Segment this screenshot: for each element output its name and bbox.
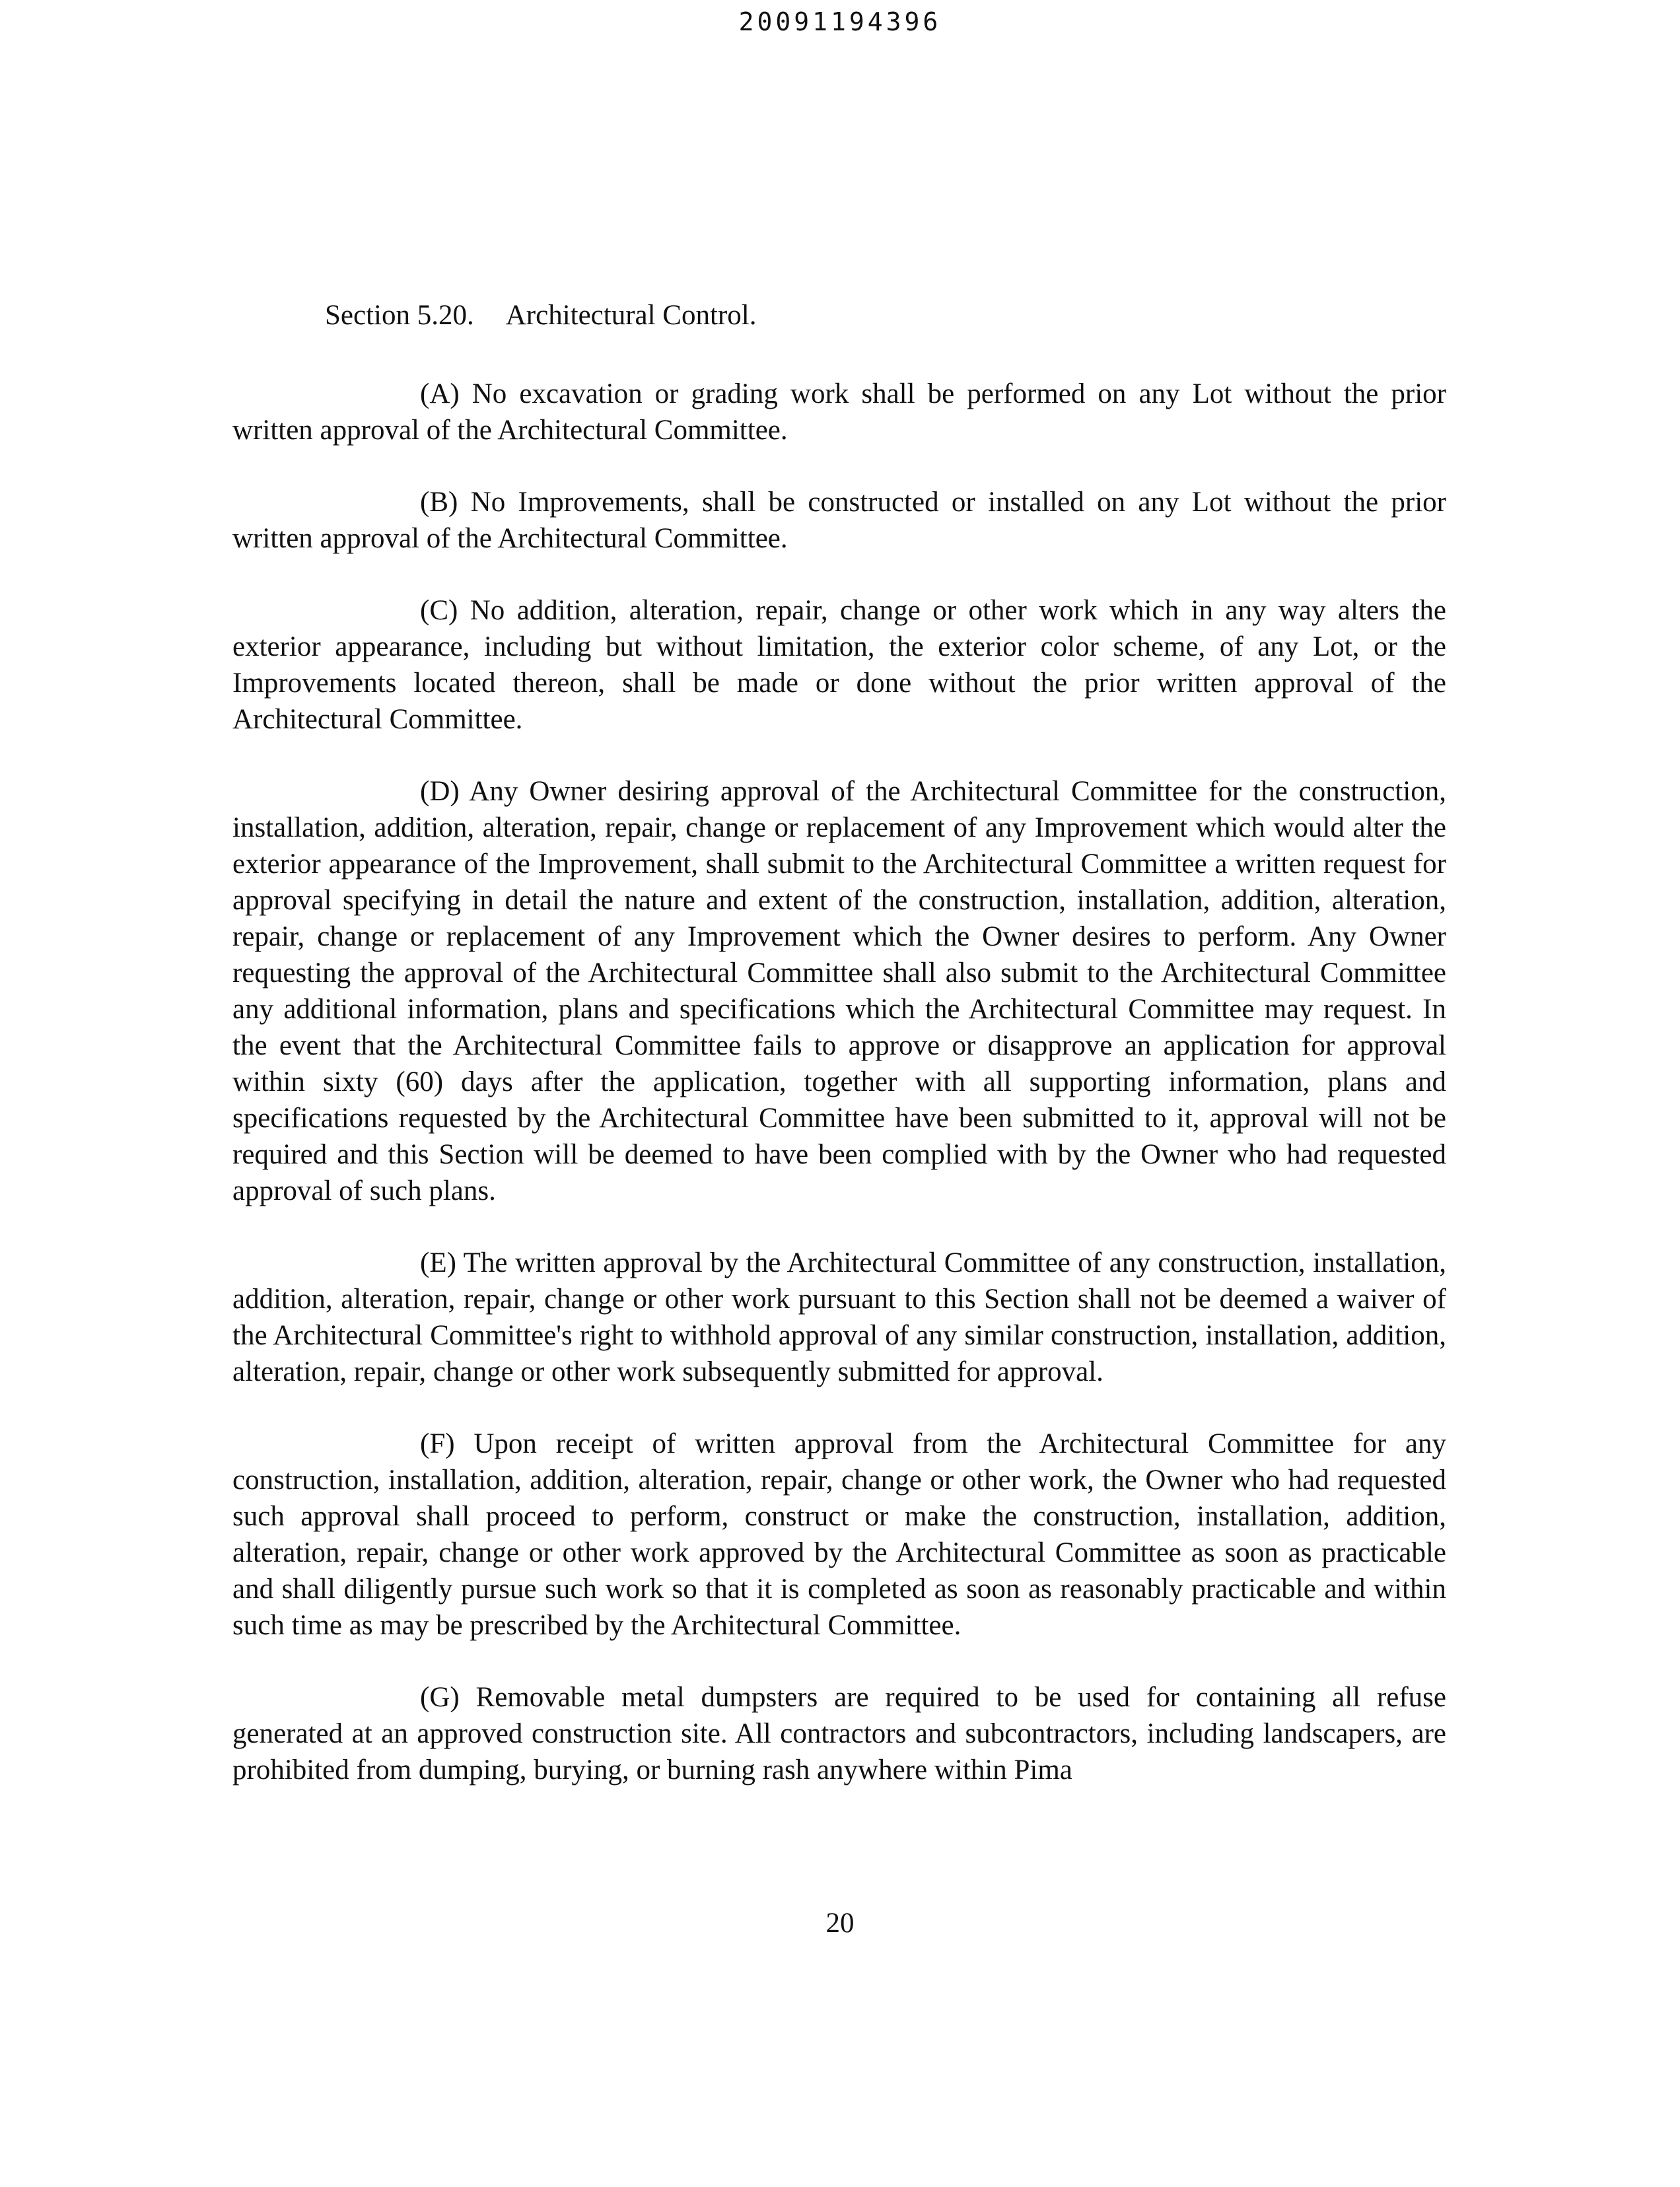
paragraph-c: (C) No addition, alteration, repair, change or other work which in any way alters the exterior appearance, including but without limitation, the exterior color scheme, of any Lot, or the Improvements located thereon, shall be made or done without the prior written approval of the Architectural Committee. — [232, 595, 1446, 735]
section-number: Section 5.20. — [325, 300, 474, 331]
paragraph-d: (D) Any Owner desiring approval of the Architectural Committee for the construction, installation, addition, alteration, repair, change or replacement of any Improvement which would alter the exterior appearance of the Improvement, shall submit to the Architectural Committee a written request for approval specifying in detail the nature and extent of the construction, installation, addition, alteration, repair, change or replacement of any Improvement which the Owner desires to perform. Any Owner requesting the approval of the Architectural Committee shall also submit to the Architectural Committee any additional information, plans and specifications which the Architectural Committee may request. In the event that the Architectural Committee fails to approve or disapprove an application for approval within sixty (60) days after the application, together with all supporting information, plans and specifications requested by the Architectural Committee have been submitted to it, approval will not be required and this Section will be deemed to have been complied with by the Owner who had requested approval of such plans. — [232, 776, 1446, 1206]
paragraph-e: (E) The written approval by the Architectural Committee of any construction, installation, addition, alteration, repair, change or other work pursuant to this Section shall not be deemed a waiver of the Architectural Committee's right to withhold approval of any similar construction, installation, addition, alteration, repair, change or other work subsequently submitted for approval. — [232, 1247, 1446, 1387]
page-body — [232, 297, 1446, 1788]
paragraph-g: (G) Removable metal dumpsters are required to be used for containing all refuse generated at an approved construction site. All contractors and subcontractors, including landscapers, are prohibited from dumping, burying, or burning rash anywhere within Pima — [232, 1682, 1446, 1786]
section-heading — [325, 297, 1446, 333]
document-number: 20091194396 — [738, 7, 942, 36]
section-title: Architectural Control. — [505, 300, 757, 331]
paragraph-b: (B) No Improvements, shall be constructed or installed on any Lot without the prior written approval of the Architectural Committee. — [232, 487, 1446, 554]
page-number: 20 — [825, 1908, 855, 1939]
paragraph-f: (F) Upon receipt of written approval from the Architectural Committee for any construction, installation, addition, alteration, repair, change or other work, the Owner who had requested such approval shall proceed to perform, construct or make the construction, installation, addition, alteration, repair, change or other work approved by the Architectural Committee as soon as practicable and shall diligently pursue such work so that it is completed as soon as reasonably practicable and within such time as may be prescribed by the Architectural Committee. — [232, 1428, 1446, 1641]
paragraph-a: (A) No excavation or grading work shall be performed on any Lot without the prior written approval of the Architectural Committee. — [232, 378, 1446, 446]
